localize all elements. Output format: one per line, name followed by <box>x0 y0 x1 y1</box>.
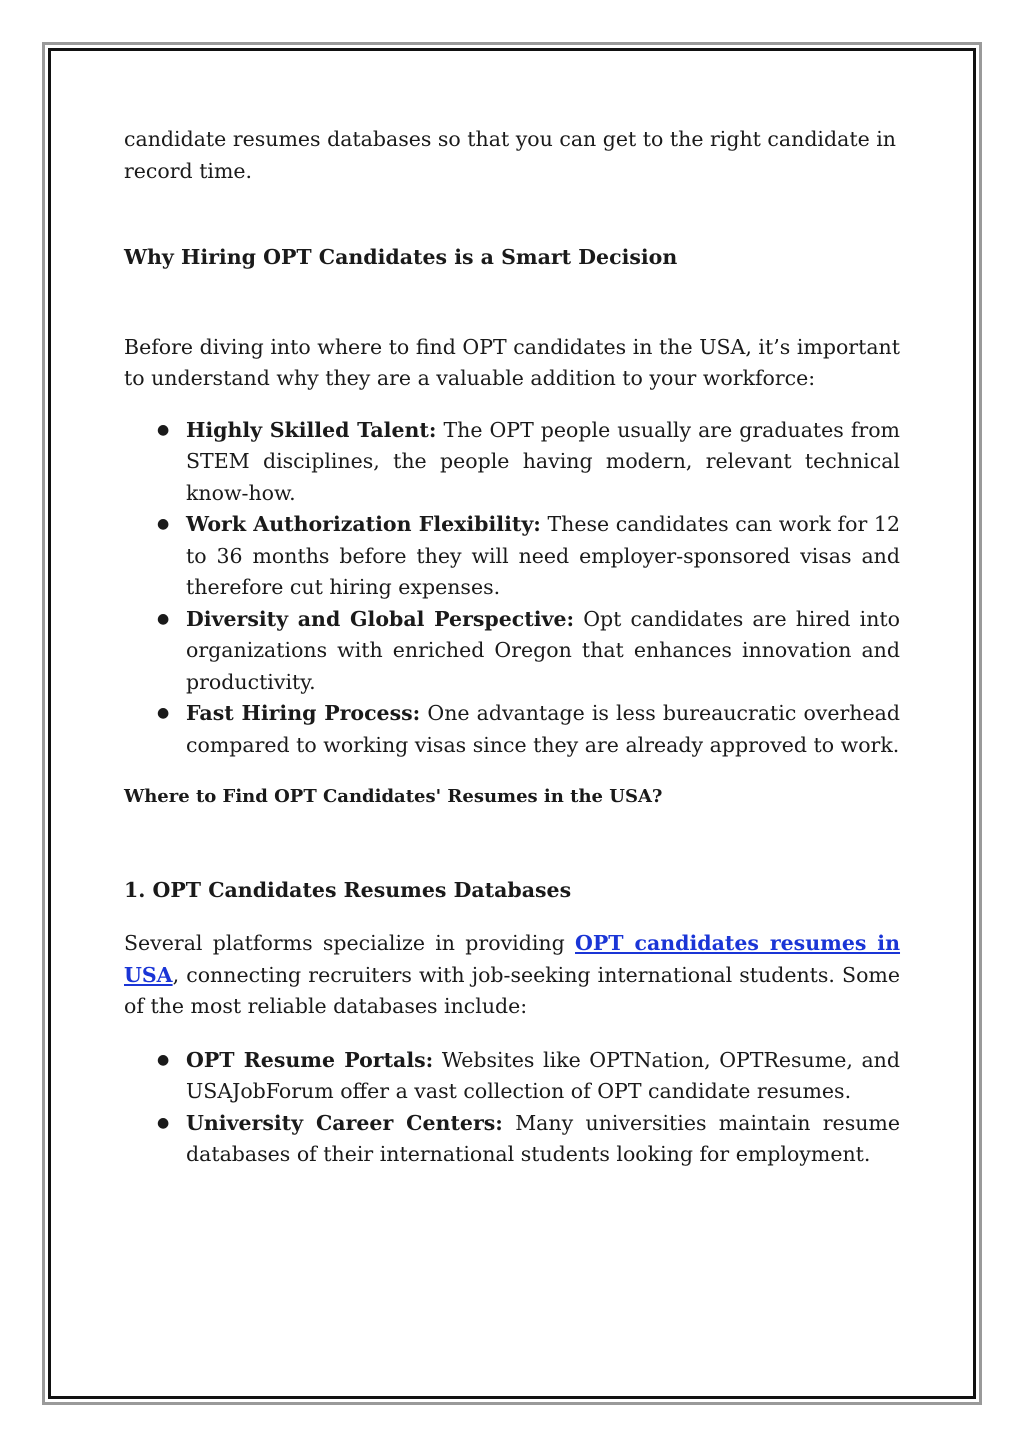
heading-where-to-find: Where to Find OPT Candidates' Resumes in the USA? <box>124 786 663 807</box>
bullet-icon: ● <box>157 516 170 532</box>
list-item-title: Fast Hiring Process: <box>186 701 421 725</box>
list-item <box>124 509 900 604</box>
list-item <box>124 1045 900 1108</box>
paragraph-before-diving: Before diving into where to find OPT candidates in the USA, it’s important to understand why they are a valuable addition to your workforce: <box>124 334 900 390</box>
list-item-title: University Career Centers: <box>186 1110 503 1135</box>
sources-list <box>124 1045 900 1171</box>
paragraph-text-before-link: Several platforms specialize in providing <box>124 931 576 955</box>
list-item-title: Diversity and Global Perspective: <box>186 606 575 631</box>
bullet-icon: ● <box>157 1051 170 1068</box>
list-item-text: Websites like OPTNation, OPTResume, and USAJobForum offer a vast collection of OPT candidate resumes. <box>186 1047 900 1103</box>
list-item-text: One advantage is less bureaucratic overhead compared to working visas since they are already approved to work. <box>186 701 900 757</box>
paragraph-several-platforms <box>124 928 900 1023</box>
list-item-text: Opt candidates are hired into organizations with enriched Oregon that enhances innovation and productivity. <box>186 606 900 694</box>
bullet-icon: ● <box>157 1114 170 1131</box>
benefits-list <box>124 415 900 762</box>
list-item-title: Work Authorization Flexibility: <box>186 512 541 536</box>
list-item <box>124 698 900 761</box>
paragraph-text-after-link: , connecting recruiters with job-seeking international students. Some of the most reliable databases include: <box>124 962 900 1018</box>
bullet-icon: ● <box>157 421 170 438</box>
bullet-icon: ● <box>157 610 170 627</box>
list-item-text: The OPT people usually are graduates from STEM disciplines, the people having modern, relevant technical know-how. <box>186 417 900 505</box>
heading-why-hiring: Why Hiring OPT Candidates is a Smart Decision <box>124 245 678 269</box>
list-item <box>124 415 900 510</box>
list-item-title: OPT Resume Portals: <box>186 1047 434 1072</box>
document-body <box>124 120 900 1171</box>
list-item <box>124 604 900 699</box>
opt-resumes-link[interactable]: OPT candidates resumes in USA <box>124 931 901 987</box>
intro-paragraph: candidate resumes databases so that you can get to the right candidate in record time. <box>124 127 896 183</box>
heading-resume-databases: 1. OPT Candidates Resumes Databases <box>124 877 572 902</box>
list-item-text: Many universities maintain resume databases of their international students looking for employment. <box>186 1110 900 1166</box>
list-item-title: Highly Skilled Talent: <box>186 417 437 442</box>
list-item <box>124 1108 900 1171</box>
bullet-icon: ● <box>157 705 170 721</box>
list-item-text: These candidates can work for 12 to 36 months before they will need employer-sponsored visas and therefore cut hiring expenses. <box>186 512 900 599</box>
